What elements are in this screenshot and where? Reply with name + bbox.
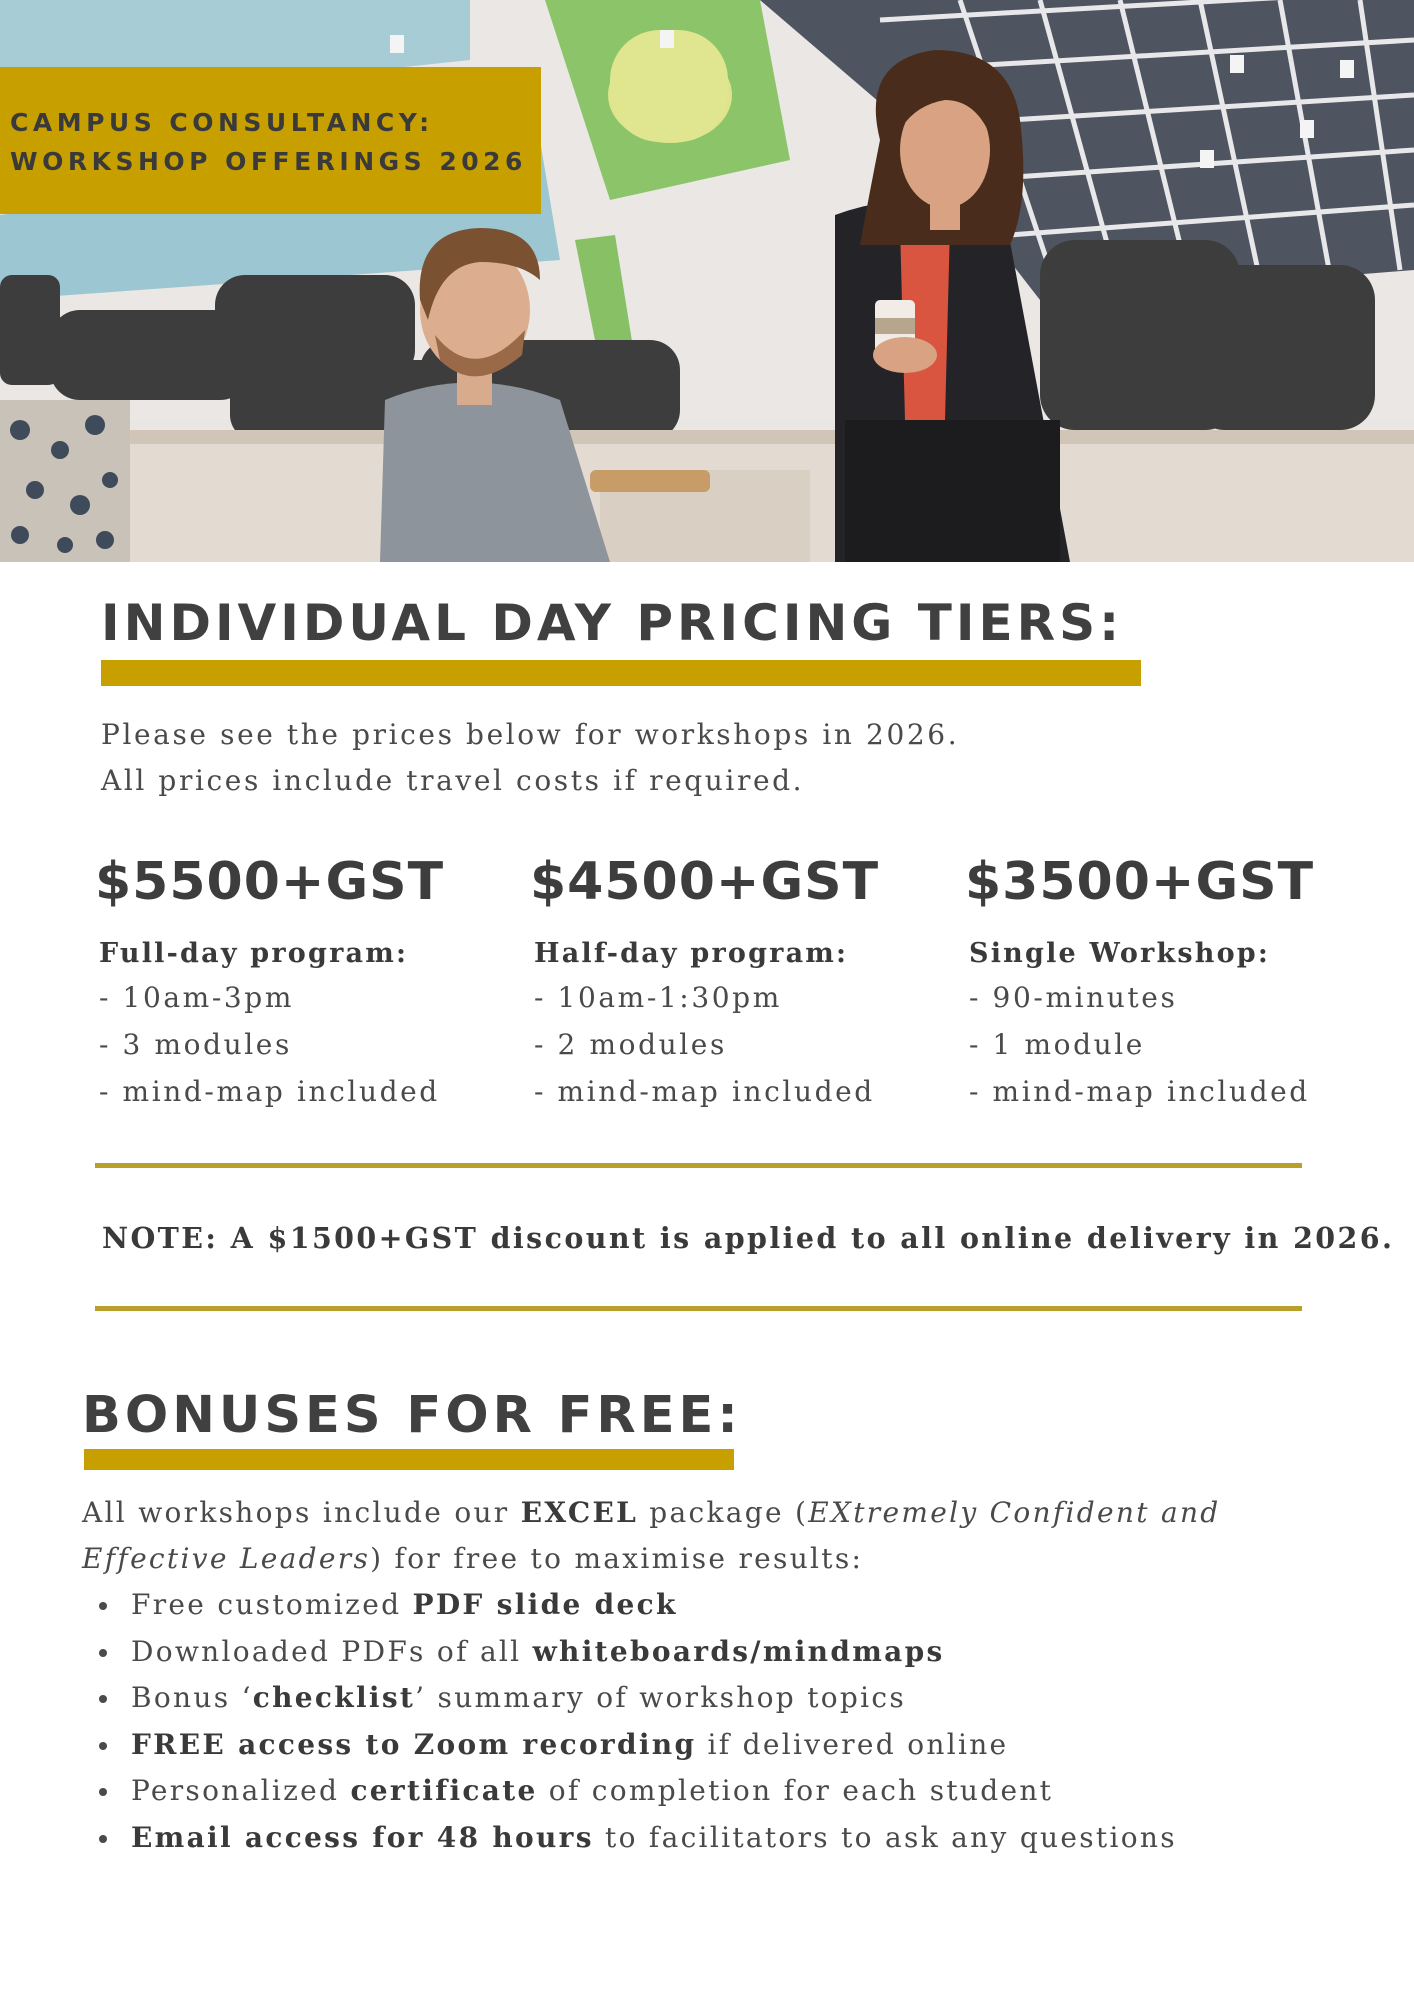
tier-name: Single Workshop: <box>969 938 1271 969</box>
bonuses-intro-excel: EXCEL <box>520 1496 639 1529</box>
banner-line-1: CAMPUS CONSULTANCY: <box>10 108 434 137</box>
tier-half-day <box>530 852 879 1115</box>
list-item <box>96 1768 1177 1815</box>
pricing-intro <box>101 712 959 804</box>
bonuses-heading: BONUSES FOR FREE: <box>82 1386 742 1445</box>
divider-bottom <box>95 1306 1302 1311</box>
item-text: Free customized <box>131 1588 413 1621</box>
tier-feature: - mind-map included <box>969 1075 1310 1108</box>
bonuses-intro <box>82 1490 1342 1582</box>
list-item <box>96 1675 1177 1722</box>
tier-feature: - 2 modules <box>534 1028 727 1061</box>
tier-feature: - 10am-1:30pm <box>534 981 782 1014</box>
bullet-icon <box>99 1695 107 1703</box>
bonus-list <box>96 1582 1177 1861</box>
item-text: to facilitators to ask any questions <box>593 1820 1177 1854</box>
item-emphasis: PDF slide deck <box>412 1588 678 1621</box>
pricing-heading: INDIVIDUAL DAY PRICING TIERS: <box>101 594 1124 652</box>
bonuses-intro-acronym: EXtremely Confident and Effective Leaders <box>82 1496 1221 1575</box>
list-item <box>96 1815 1177 1862</box>
item-text: Bonus ‘ <box>131 1681 253 1714</box>
tier-price: $4500+GST <box>530 852 880 912</box>
tier-feature: - mind-map included <box>99 1075 440 1108</box>
tier-feature: - 90-minutes <box>969 981 1178 1014</box>
divider-top <box>95 1163 1302 1168</box>
bullet-icon <box>99 1649 107 1657</box>
banner-line-2: WORKSHOP OFFERINGS 2026 <box>10 147 527 176</box>
tier-price: $5500+GST <box>95 852 445 912</box>
item-text: of completion for each student <box>537 1774 1054 1807</box>
list-item <box>96 1629 1177 1676</box>
hero-photo <box>0 0 1414 562</box>
tier-feature: - 10am-3pm <box>99 981 294 1014</box>
pricing-heading-underline <box>101 660 1141 686</box>
pricing-intro-line-2: All prices include travel costs if required. <box>101 764 805 797</box>
item-text: Personalized <box>131 1774 351 1807</box>
bullet-icon <box>99 1835 107 1843</box>
item-emphasis: certificate <box>350 1774 538 1807</box>
item-emphasis: FREE access to Zoom recording <box>131 1727 697 1761</box>
pricing-intro-line-1: Please see the prices below for workshops in 2026. <box>101 718 960 751</box>
bonuses-intro-pre: All workshops include our <box>82 1496 521 1529</box>
list-item <box>96 1582 1177 1629</box>
tier-price: $3500+GST <box>965 852 1315 912</box>
tier-feature: - mind-map included <box>534 1075 875 1108</box>
bonuses-heading-underline <box>84 1449 734 1470</box>
item-emphasis: checklist <box>252 1681 416 1714</box>
tier-name: Half-day program: <box>534 938 849 969</box>
item-emphasis: Email access for 48 hours <box>131 1820 594 1854</box>
bonuses-intro-post: ) for free to maximise results: <box>370 1542 864 1575</box>
tier-full-day <box>95 852 444 1115</box>
bonuses-intro-mid: package ( <box>638 1496 809 1529</box>
bullet-icon <box>99 1602 107 1610</box>
discount-note: NOTE: A $1500+GST discount is applied to all online delivery in 2026. <box>102 1221 1395 1255</box>
item-text: Downloaded PDFs of all <box>131 1634 533 1668</box>
item-text: if delivered online <box>696 1727 1009 1761</box>
title-banner <box>0 67 541 214</box>
bullet-icon <box>99 1788 107 1796</box>
tier-feature: - 1 module <box>969 1028 1145 1061</box>
tier-feature: - 3 modules <box>99 1028 292 1061</box>
tier-single-workshop <box>965 852 1314 1115</box>
list-item <box>96 1722 1177 1769</box>
item-emphasis: whiteboards/mindmaps <box>532 1634 945 1668</box>
tier-name: Full-day program: <box>99 938 409 969</box>
bullet-icon <box>99 1742 107 1750</box>
item-text: ’ summary of workshop topics <box>415 1681 907 1714</box>
